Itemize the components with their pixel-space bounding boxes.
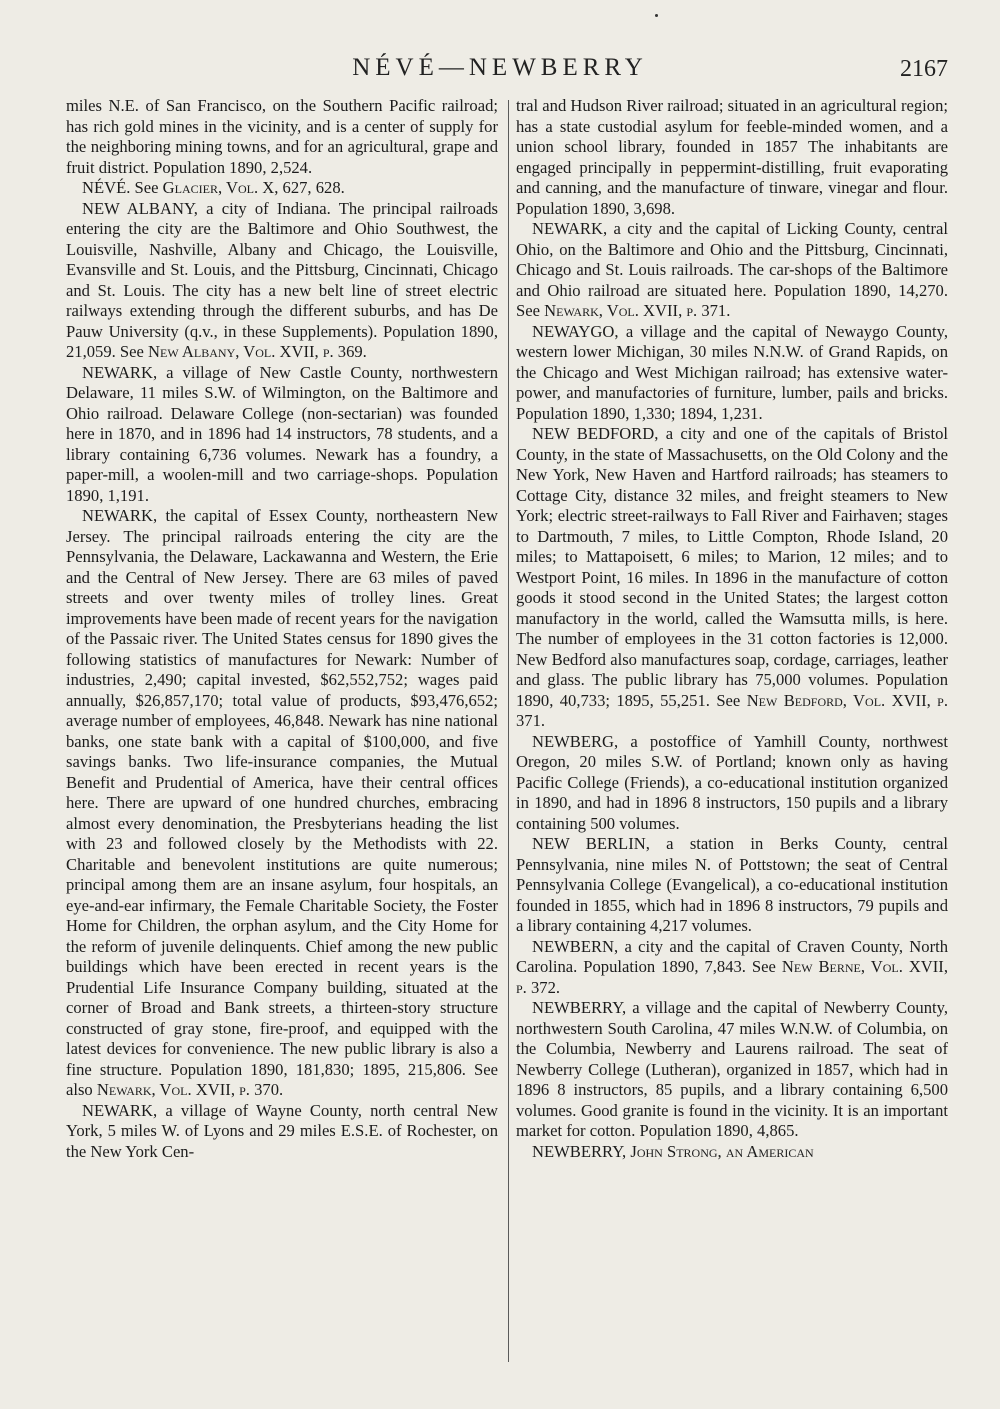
entry-text: a village and the capital of Newaygo County, western lower Michigan, 30 miles N.N.W. of Grand Rapids, on the Chicago and West Michigan railroad; has extensive water-power, and manufactories of furniture, lumber, pails and bricks. Population 1890, 1,330; 1894, 1,231. (516, 321, 948, 423)
entry-text: miles N.E. of San Francisco, on the Southern Pacific railroad; has rich gold mines in the vicinity, and is a center of supply for the neighboring mining towns, and for an agricultural, grape and fruit district. Population 1890, 2,524. (66, 96, 498, 177)
entry-headword: NEW ALBANY, (82, 198, 198, 218)
entry-headword: NEWARK, (82, 1100, 158, 1120)
entry-paragraph (66, 506, 498, 1101)
entry-paragraph (516, 424, 948, 732)
entry-text: a station in Berks County, central Pennsylvania, nine miles N. of Pottstown; the seat of Central Pennsylvania College (Evangelical), a co-educational institution founded in 1855, which had in 1896 8 instructors, 79 pupils and a library containing 4,217 volumes. (516, 834, 948, 935)
entry-headword: NEWBERRY, (532, 998, 627, 1017)
cross-reference: Glacier, Vol. X, 627, 628. (162, 178, 345, 197)
entry-headword: NEW BEDFORD, (532, 424, 659, 443)
entry-text: a postoffice of Yamhill County, northwest Oregon, 20 miles S.W. of Portland; known only as having Pacific College (Friends), a co-educational institution organized in 1890, and had in 1896 8 instructors, 150 pupils and a library containing 500 volumes. (516, 731, 948, 833)
entry-paragraph (516, 219, 948, 322)
entry-text: See (134, 178, 159, 197)
entry-paragraph (516, 1142, 948, 1163)
entry-text: a village and the capital of Newberry County, northwestern South Carolina, 47 miles W.N.W. of Columbia, on the Columbia, Newberry and Laurens railroad. The seat of Newberry College (Lutheran), organized in 1857, which had in 1896 8 instructors, 85 pupils, and a library containing 6,500 volumes. Good granite is found in the vicinity. It is an important market for cotton. Population 1890, 4,865. (516, 998, 948, 1140)
cross-reference: Newark, Vol. XVII, p. 370. (96, 1080, 284, 1099)
right-column (516, 96, 948, 1162)
cross-reference: New Bedford, Vol. XVII, p. 371. (516, 690, 948, 730)
entry-text: a village of New Castle County, northwestern Delaware, 11 miles S.W. of Wilmington, on the Baltimore and Ohio railroad. Delaware College (non-sectarian) was founded here in 1870, and in 1896 had 14 instructors, 78 students, and a library containing 6,736 volumes. Newark has a foundry, a paper-mill, a woolen-mill and two carriage-shops. Population 1890, 1,191. (66, 362, 499, 505)
page-number: 2167 (900, 56, 948, 82)
entry-text: a city and the capital of Licking County, central Ohio, on the Baltimore and Ohio and the Pittsburg, Cincinnati, Chicago and St. Louis railroads. The car-shops of the Baltimore and Ohio railroad are situated here. Population 1890, 14,270. See (516, 219, 948, 320)
cross-reference: Newark, Vol. XVII, p. 371. (544, 301, 731, 320)
entry-paragraph (516, 732, 948, 835)
entry-text: a city of Indiana. The principal railroads entering the city are the Baltimore and Ohio Southwest, the Louisville, Nashville, Albany and Chicago, the Louisville, Evansville and St. Louis, and the Pittsburg, Cincinnati, Chicago and St. Louis. The city has a new belt line of street electric railways extending through the different suburbs, and has De Pauw University (q.v., in these Supplements). Population 1890, 21,059. See (66, 198, 498, 361)
entry-paragraph (516, 322, 948, 425)
left-column (66, 96, 498, 1162)
entry-text: a village of Wayne County, north central New York, 5 miles W. of Lyons and 29 miles E.S.E. of Rochester, on the New York Cen- (66, 1100, 498, 1161)
cross-reference: New Berne, Vol. XVII, p. 372. (516, 957, 948, 997)
entry-headword: NÉVÉ. (82, 178, 131, 197)
entry-headword: NEWARK, (532, 219, 608, 238)
entry-paragraph (66, 178, 498, 199)
entry-headword: NEWBERRY, (532, 1141, 627, 1161)
entry-paragraph (66, 1101, 498, 1163)
print-speck (655, 14, 658, 17)
entry-headword: NEWARK, (82, 506, 158, 525)
entry-subhead: John Strong, an American (630, 1141, 814, 1161)
entry-text: the capital of Essex County, northeastern New Jersey. The principal railroads entering the city are the Pennsylvania, the Delaware, Lackawanna and Western, the Erie and the Central of New Jersey. There are 63 miles of paved streets and over twenty miles of trolley lines. Great improvements have been made of recent years for the navigation of the Passaic river. The United States census for 1890 gives the following statistics of manufactures for Newark: Number of industries, 2,490; capital invested, $62,552,752; wages paid annually, $26,857,170; total value of products, $93,476,652; average number of employees, 46,848. Newark has nine national banks, one state bank with a capital of $100,000, and five savings banks. Two life-insurance companies, the Mutual Benefit and Prudential of America, have their central offices here. There are upward of one hundred churches, embracing almost every denomination, the Presbyterians heading the list with 23 and followed closely by the Methodists with 22. Charitable and benevolent institutions are quite numerous; principal among them are an insane asylum, four hospitals, an eye-and-ear infirmary, the Female Charitable Society, the Foster Home for Children, the orphan asylum, and the City Home for the reform of juvenile delinquents. Chief among the new public buildings which have been erected in recent years is the Prudential Life Insurance Company building, situated at the corner of Broad and Bank streets, a thirteen-story structure constructed of gray stone, fire-proof, and equipped with the latest devices for convenience. The new public library is also a fine structure. Population 1890, 181,830; 1895, 215,806. See also (66, 506, 499, 1099)
entry-text: a city and one of the capitals of Bristol County, in the state of Massachusetts, on the Old Colony and the New York, New Haven and Hartford railroads; has steamers to Cottage City, distance 32 miles, and freight steamers to New York; electric street-railways to Fall River and Fairhaven; stages to Dartmouth, 7 miles, to Little Compton, Rhode Island, 20 miles; to Mattapoisett, 6 miles; to Marion, 12 miles; and to Westport Point, 16 miles. In 1896 in the manufacture of cotton goods it stood second in the United States; the largest cotton manufactory in the world, called the Wamsutta mills, is here. The number of employees in the 31 cotton factories is 12,000. New Bedford also manufactures soap, cordage, carriages, leather and glass. The public library has 75,000 volumes. Population 1890, 40,733; 1895, 55,251. See (516, 424, 948, 710)
column-divider (508, 100, 509, 1362)
entry-paragraph (66, 96, 498, 178)
entry-paragraph (516, 834, 948, 937)
entry-headword: NEWBERG, (532, 731, 619, 751)
entry-headword: NEW BERLIN, (532, 834, 650, 853)
entry-text: a city and the capital of Craven County, North Carolina. Population 1890, 7,843. See (516, 936, 949, 976)
entry-headword: NEWAYGO, (532, 321, 619, 341)
running-header-title: NÉVÉ—NEWBERRY (352, 54, 648, 81)
entry-headword: NEWARK, (82, 362, 158, 382)
entry-paragraph (66, 199, 498, 363)
entry-paragraph (516, 937, 948, 999)
cross-reference: New Albany, Vol. XVII, p. 369. (148, 342, 367, 361)
entry-text: tral and Hudson River railroad; situated in an agricultural region; has a state custodial asylum for feeble-minded women, and a union school library, founded in 1857 The inhabitants are engaged principally in peppermint-distilling, fruit evaporating and canning, and the manufacture of tinware, vinegar and flour. Population 1890, 3,698. (516, 96, 948, 218)
entry-paragraph (516, 96, 948, 219)
entry-paragraph (66, 363, 498, 507)
entry-paragraph (516, 998, 948, 1142)
entry-headword: NEWBERN, (532, 936, 619, 956)
